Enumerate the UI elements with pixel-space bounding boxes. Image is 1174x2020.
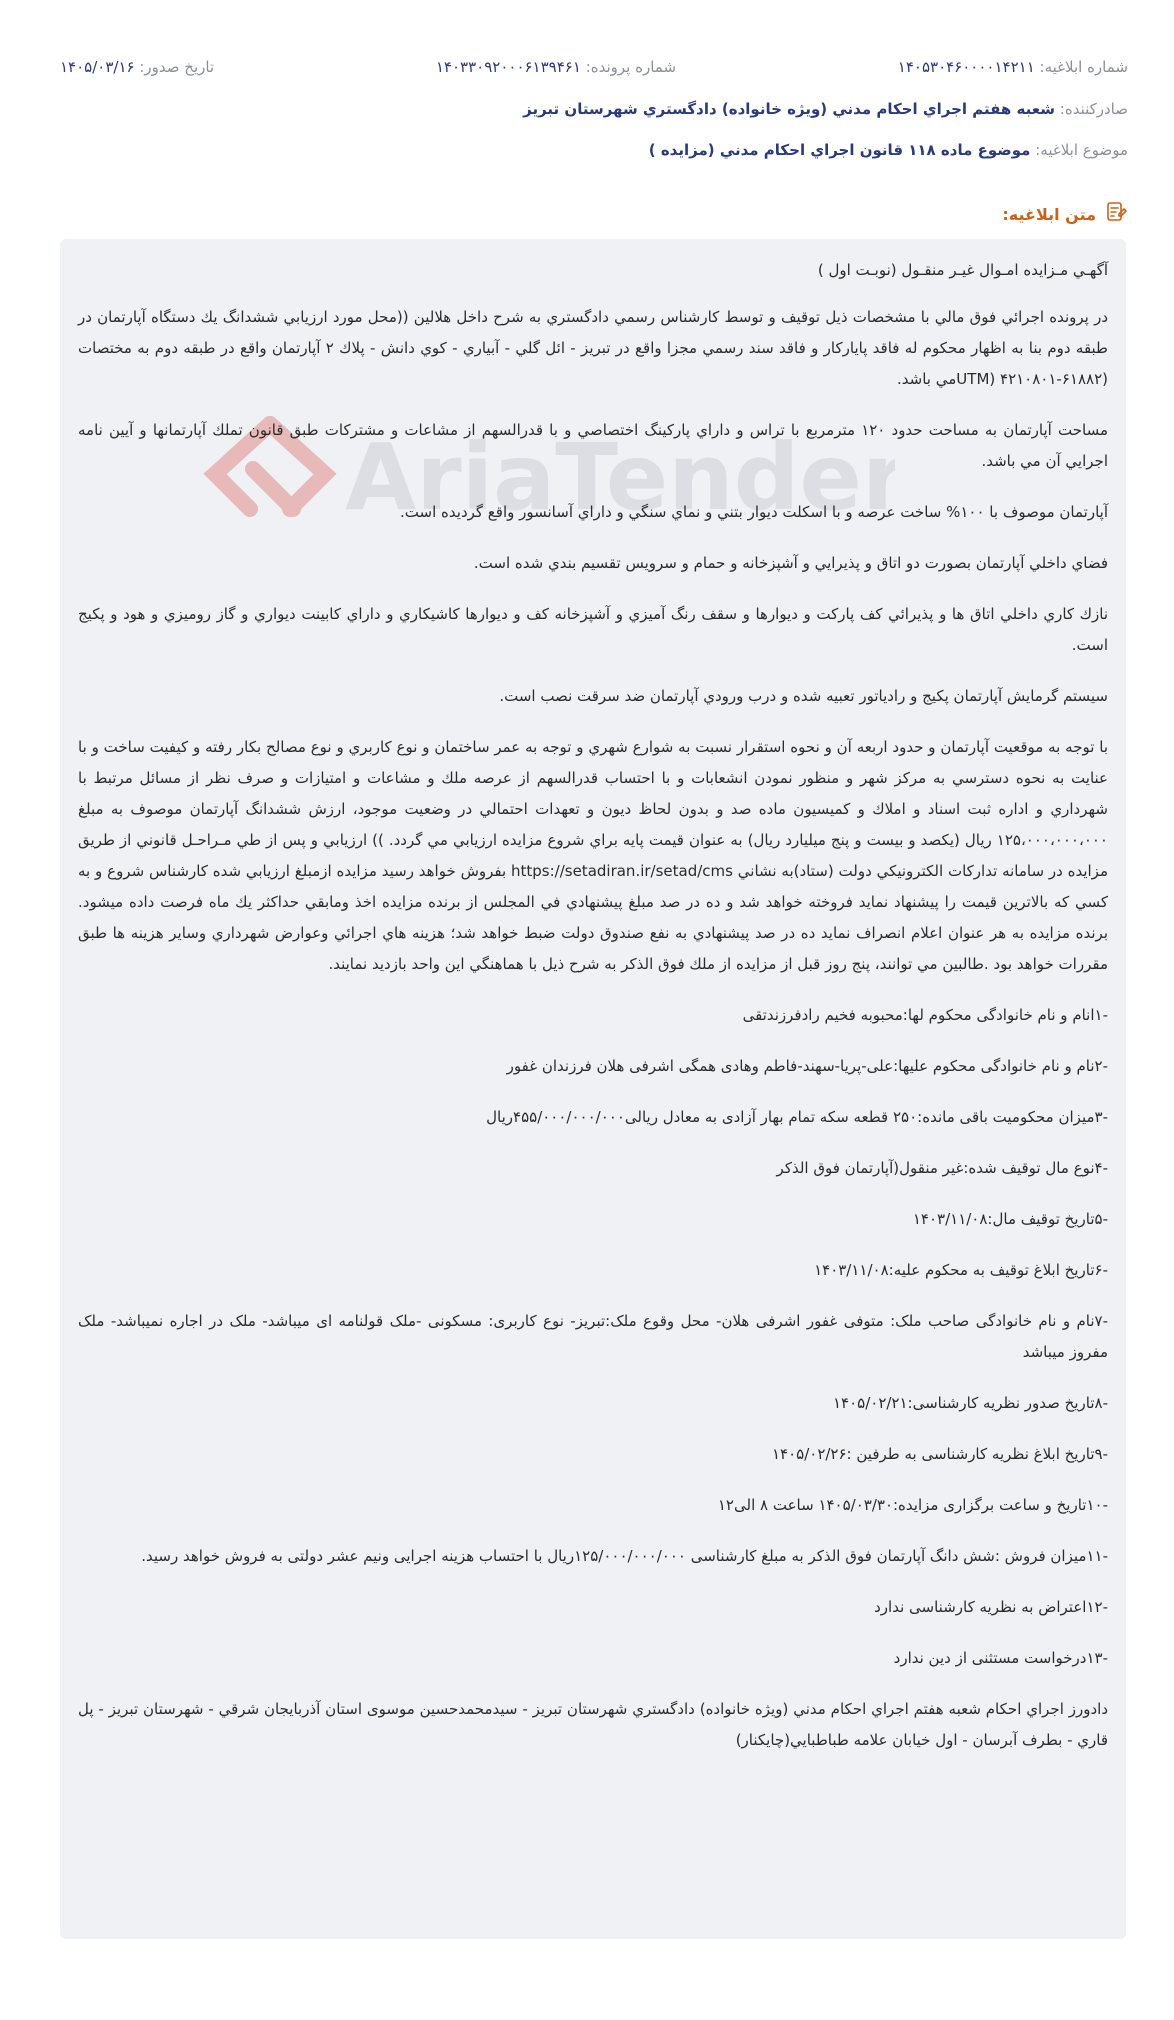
notice-signature: دادورز اجراي احكام شعبه هفتم اجراي احكام مدني (ويژه خانواده) دادگستري شهرستان تبريز - سيدمحمدحسين موسوی استان آذربايجان شرقي - شهرستان تبريز - پل قاري - بطرف آبرسان - اول خيابان علامه طباطبايي(چايكنار) xyxy=(78,1700,1108,1749)
subject-row xyxy=(60,141,1128,159)
notice-list-item: -۴نوع مال توقيف شده:غير منقول(آپارتمان فوق الذكر xyxy=(776,1159,1108,1177)
issue-date-label: تاريخ صدور: xyxy=(139,58,215,76)
notice-paragraph: نازك كاري داخلي اتاق ها و پذيرائي كف پاركت و ديوارها و سقف رنگ آميزي و آشپزخانه كف و ديوارها كاشيكاري و داراي كابينت ديواري و گاز روميزي و هود و پكيج است. xyxy=(78,605,1108,654)
notice-list-item: -۱انام و نام خانوادگی محكوم لها:محبوبه فخيم رادفرزندتقی xyxy=(742,1006,1108,1024)
notice-list-item: -۶تاريخ ابلاغ توقيف به محكوم عليه:۱۴۰۳/۱۱/۰۸ xyxy=(814,1261,1108,1279)
issuer-row xyxy=(60,100,1128,118)
notice-list-item: -۸تاريخ صدور نظريه كارشناسی:۱۴۰۵/۰۲/۲۱ xyxy=(832,1394,1108,1412)
issuer: شعبه هفتم اجراي احكام مدني (ويژه خانواده) دادگستري شهرستان تبريز xyxy=(523,100,1055,118)
notice-paragraph: در پرونده اجرائي فوق مالي با مشخصات ذيل توقيف و توسط كارشناس رسمي دادگستري به شرح داخل هلالين ((محل مورد ارزيابي ششدانگ يك دستگاه آپارتمان در طبقه دوم بنا به اظهار محكوم له فاقد پاياركار و فاقد سند رسمي مجزا واقع در تبريز - ائل گلي - آبياري - كوي دانش - پلاك ۲ آپارتمان واقع در طبقه دوم به مختصات (۶۱۸۸۲-۴۲۱۰۸۰۱ (UTMمي باشد. xyxy=(78,308,1108,388)
case-number-group xyxy=(436,58,676,76)
notice-list-item: -۱۲اعتراض به نظريه كارشناسی ندارد xyxy=(874,1598,1108,1616)
issue-date: ۱۴۰۵/۰۳/۱۶ xyxy=(60,58,135,76)
notice-number-group xyxy=(898,58,1128,76)
document-edit-icon xyxy=(1104,200,1128,228)
notice-list-item: -۱۱ميزان فروش :شش دانگ آپارتمان فوق الذكر به مبلغ كارشناسی ۱۲۵/۰۰۰/۰۰۰/۰۰۰ريال با احتساب هزينه اجرايی ونيم عشر دولتی به فروش خواهد رسيد. xyxy=(141,1547,1108,1565)
case-number: ۱۴۰۳۳۰۹۲۰۰۰۶۱۳۹۴۶۱ xyxy=(435,58,581,76)
notice-list-item: -۲نام و نام خانوادگی محكوم عليها:علی-پريا-سهند-فاطم وهادی همگی اشرفی هلان فرزندان غفور xyxy=(506,1057,1108,1075)
notice-paragraph: فضاي داخلي آپارتمان بصورت دو اتاق و پذيرايي و آشپزخانه و حمام و سرويس تقسيم بندي شده است. xyxy=(473,554,1108,572)
notice-list-item: -۵تاريخ توقيف مال:۱۴۰۳/۱۱/۰۸ xyxy=(912,1210,1108,1228)
notice-text-heading xyxy=(1002,200,1128,228)
notice-list-item: -۳ميزان محكوميت باقی مانده:۲۵۰ قطعه سكه تمام بهار آزادی به معادل ريالی۴۵۵/۰۰۰/۰۰۰/۰۰۰ريال xyxy=(486,1108,1108,1126)
notice-list-item: -۹تاريخ ابلاغ نظريه كارشناسی به طرفين :۱۴۰۵/۰۲/۲۶ xyxy=(771,1445,1108,1463)
notice-number: ۱۴۰۵۳۰۴۶۰۰۰۰۱۴۲۱۱ xyxy=(897,58,1035,76)
notice-list-item: -۱۳درخواست مستثنی از دين ندارد xyxy=(893,1649,1108,1667)
subject: موضوع ماده ۱۱۸ قانون اجراي احكام مدني (مزايده ) xyxy=(648,141,1031,159)
notice-paragraph: با توجه به موقعيت آپارتمان و حدود اربعه آن و نحوه استقرار نسبت به شوارع شهري و توجه به عمر ساختمان و نوع كاربري و نوع مصالح بكار رفته و كيفيت ساخت و با عنايت به نحوه دسترسي به مركز شهر و منظور نمودن انشعابات و با احتساب قدرالسهم از عرصه ملك و مشاعات و امتيازات و صرف نظر از مسائل مرتبط با شهرداري و اداره ثبت اسناد و املاك و كميسيون ماده صد و بدون لحاظ ديون و تعهدات احتمالي در وضعيت موجود، ارزش ششدانگ آپارتمان موصوف به مبلغ ۱۲۵،۰۰۰،۰۰۰،۰۰۰ ريال (يكصد و بيست و پنج ميليارد ريال) به عنوان قيمت پايه براي شروع مزايده ارزيابي مي گردد. )) ارزيابي و پس از طي مـراحـل قانوني از طريق مزايده در سامانه تداركات الكترونيكي دولت (ستاد)به نشاني https://setadiran.ir/setad/cms بفروش خواهد رسيد مزايده ازمبلغ ارزيابي شده كارشناس شروع و به كسي كه بالاترين قيمت را پيشنهاد نمايد فروخته خواهد شد و ده در صد مبلغ پيشنهادي في المجلس از برنده مزايده اخذ ومابقي حداكثر يك ماه فرصت داده ميشود. برنده مزايده به هر عنوان اعلام انصراف نمايد ده در صد پيشنهادي به نفع صندوق دولت ضبط خواهد شد؛ هزينه هاي اجرائي وعوارض شهرداري وساير هزينه ها طبق مقررات خواهد بود .طالبين مي توانند، پنج روز قبل از مزايده از ملك فوق الذكر به شرح ذيل با هماهنگي اين واحد بازديد نمايند. xyxy=(78,738,1108,973)
notice-number-label: شماره ابلاغيه: xyxy=(1039,58,1128,76)
notice-meta-row xyxy=(60,58,1128,76)
notice-list-item: -۷نام و نام خانوادگی صاحب ملک: متوفی غفور اشرفی هلان- محل وقوع ملک:تبريز- نوع كاربری: مسكونی -ملک قولنامه ای ميباشد- ملک در اجاره نميباشد- ملک مفروز ميباشد xyxy=(78,1312,1108,1361)
notice-paragraph: سيستم گرمايش آپارتمان پكيج و رادياتور تعبيه شده و درب ورودي آپارتمان ضد سرقت نصب است. xyxy=(499,687,1108,705)
notice-paragraph: آپارتمان موصوف با ۱۰۰% ساخت عرصه و با اسكلت ديوار بتني و نماي سنگي و داراي آسانسور واقع گرديده است. xyxy=(400,503,1108,521)
issuer-label: صادركننده: xyxy=(1059,100,1128,118)
notice-content xyxy=(60,239,1126,1939)
notice-text-title: متن ابلاغيه: xyxy=(1002,204,1096,224)
subject-label: موضوع ابلاغيه: xyxy=(1035,141,1128,159)
case-number-label: شماره پرونده: xyxy=(585,58,677,76)
watermark-text: AriaTender xyxy=(345,424,895,531)
issue-date-group xyxy=(60,58,214,76)
notice-paragraph: مساحت آپارتمان به مساحت حدود ۱۲۰ مترمربع با تراس و داراي پاركينگ اختصاصي و با قدرالسهم از مشاعات و مشتركات طبق قانون تملك آپارتمانها و آيين نامه اجرايي آن مي باشد. xyxy=(78,421,1108,470)
notice-list-item: -۱۰تاريخ و ساعت برگزاری مزايده:۱۴۰۵/۰۳/۳۰ ساعت ۸ الی۱۲ xyxy=(717,1496,1108,1514)
notice-paragraph-title: آگهـي مـزايده امـوال غيـر منقـول (نوبـت اول ) xyxy=(817,261,1108,279)
